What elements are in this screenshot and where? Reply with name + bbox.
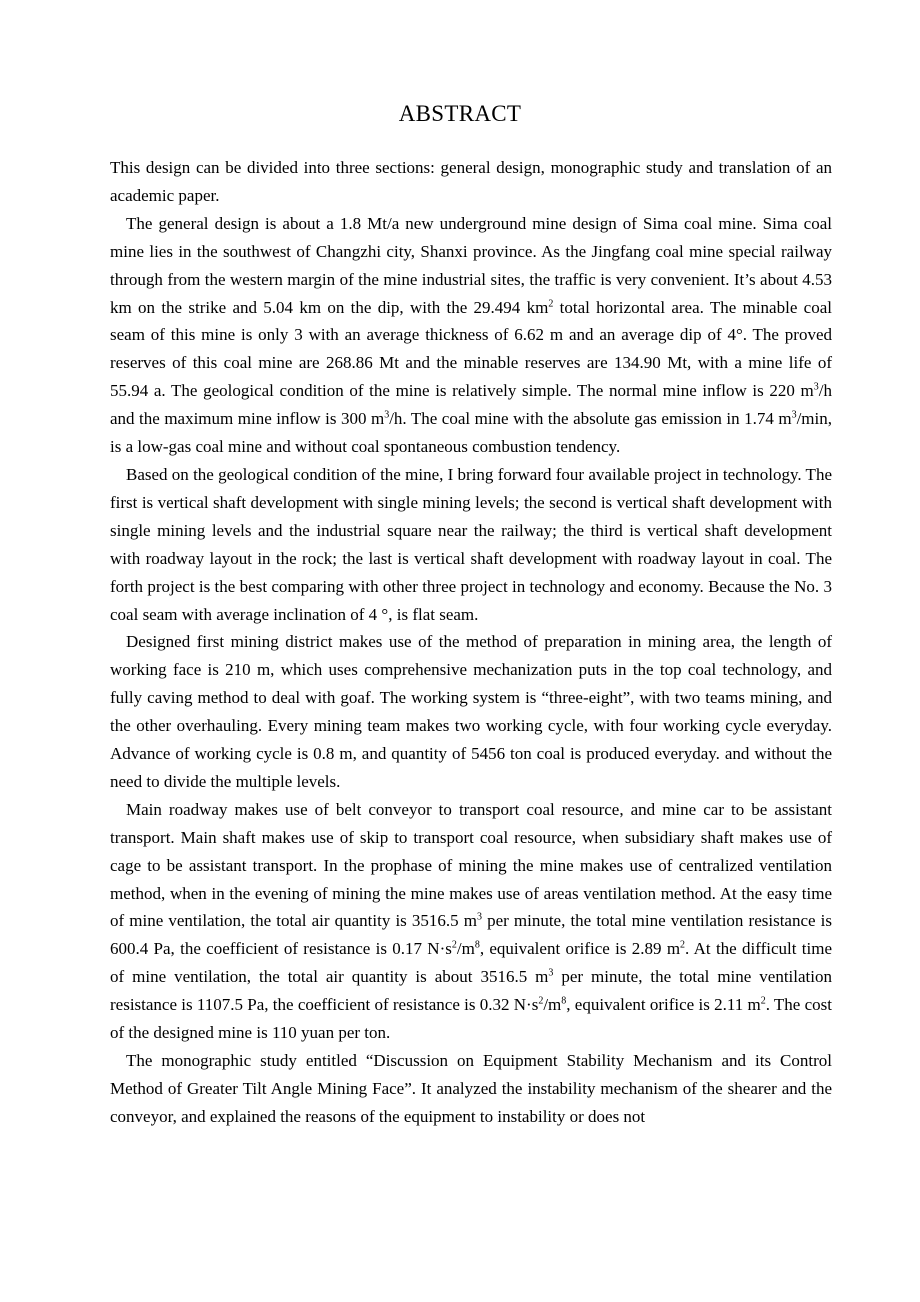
paragraph-text: The monographic study entitled “Discussion on Equipment Stability Mechanism and its Control Method of Greater Tilt Angle Mining Face”. It analyzed the instability mechanism of the shearer and the conveyor, and explained the reasons of the equipment to instability or does not [110, 1051, 832, 1126]
paragraph-text: /m [456, 939, 475, 959]
superscript: 3 [548, 967, 554, 979]
paragraph-text: Based on the geological condition of the mine, I bring forward four available project in technology. The first is vertical shaft development with single mining levels; the second is vertical shaft development with single mining levels and the industrial square near the railway; the third is vertical shaft development with roadway layout in the rock; the last is vertical shaft development with roadway layout in coal. The forth project is the best comparing with other three project in technology and economy. Because the No. 3 coal seam with average inclination of 4 °, is flat seam. [110, 464, 832, 624]
paragraph-text: /h and the maximum mine inflow is 300 m [110, 381, 832, 429]
superscript: 2 [538, 995, 544, 1007]
paragraph-text: total horizontal area. The minable coal seam of this mine is only 3 with an average thickness of 6.62 m and an average dip of 4°. The proved reserves of this coal mine are 268.86 Mt and the minable reserves are 134.90 Mt, with a mine life of 55.94 a. The geological condition of the mine is relatively simple. The normal mine inflow is 220 m [110, 297, 832, 401]
paragraph-text: . At the difficult time of mine ventilation, the total air quantity is about 3516.5 m [110, 939, 832, 987]
paragraph-text: The general design is about a 1.8 Mt/a new underground mine design of Sima coal mine. Sima coal mine lies in the southwest of Changzhi city, Shanxi province. As the Jingfang coal mine special railway through from the western margin of the mine industrial sites, the traffic is very convenient. It’s about 4.53 km on the strike and 5.04 km on the dip, with the 29.494 km [110, 213, 832, 317]
superscript: 3 [791, 409, 797, 421]
superscript: 8 [474, 939, 480, 951]
paragraph-text: , equivalent orifice is 2.89 m [479, 939, 681, 959]
paragraph-text: /h. The coal mine with the absolute gas emission in 1.74 m [389, 409, 792, 429]
superscript: 3 [476, 911, 482, 923]
paragraph-text: . The cost of the designed mine is 110 yuan per ton. [110, 995, 832, 1043]
paragraph-text: Main roadway makes use of belt conveyor to transport coal resource, and mine car to be assistant transport. Main shaft makes use of skip to transport coal resource, when subsidiary shaft makes use of cage to be assistant transport. In the prophase of mining the mine makes use of centralized ventilation method, when in the evening of mining the mine makes use of areas ventilation method. At the easy time of mine ventilation, the total air quantity is 3516.5 m [110, 799, 832, 931]
paragraph-text: /min, is a low-gas coal mine and without coal spontaneous combustion tendency. [110, 409, 832, 457]
paragraph-5 [110, 796, 832, 1047]
document-title: ABSTRACT [398, 101, 522, 126]
paragraph-2 [110, 210, 832, 461]
paragraph-text: /m [543, 995, 562, 1015]
abstract-body [110, 154, 832, 1131]
paragraph-4 [110, 628, 832, 795]
paragraph-text: This design can be divided into three sections: general design, monographic study and translation of an academic paper. [110, 158, 832, 205]
paragraph-3 [110, 461, 832, 628]
paragraph-text: per minute, the total mine ventilation resistance is 1107.5 Pa, the coefficient of resistance is 0.32 N·s [110, 967, 832, 1015]
superscript: 2 [548, 297, 554, 309]
paragraph-6 [110, 1047, 832, 1131]
superscript: 2 [680, 939, 686, 951]
superscript: 3 [384, 409, 390, 421]
superscript: 2 [760, 995, 766, 1007]
superscript: 8 [561, 995, 567, 1007]
paragraph-text: per minute, the total mine ventilation resistance is 600.4 Pa, the coefficient of resistance is 0.17 N·s [110, 911, 832, 959]
superscript: 3 [813, 381, 819, 393]
superscript: 2 [451, 939, 457, 951]
paragraph-text: Designed first mining district makes use of the method of preparation in mining area, the length of working face is 210 m, which uses comprehensive mechanization puts in the top coal technology, and fully caving method to deal with goaf. The working system is “three-eight”, with two teams mining, and the other overhauling. Every mining team makes two working cycle, with four working cycle everyday. Advance of working cycle is 0.8 m, and quantity of 5456 ton coal is produced everyday. and without the need to divide the multiple levels. [110, 632, 832, 791]
paragraph-1 [110, 154, 832, 210]
paragraph-text: , equivalent orifice is 2.11 m [566, 995, 761, 1015]
